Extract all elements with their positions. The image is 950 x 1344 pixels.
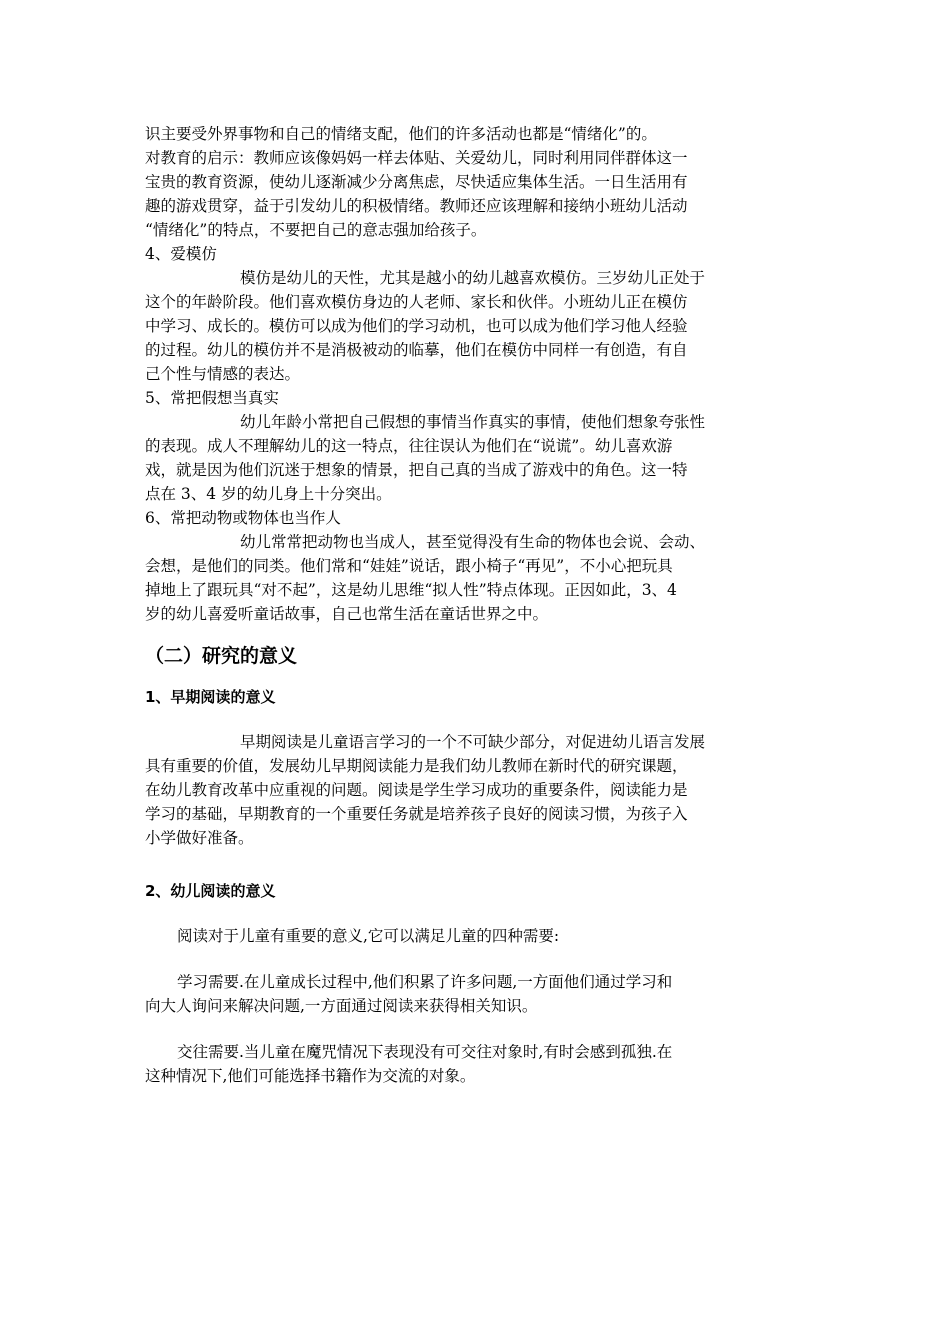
section-heading: 5、常把假想当真实 <box>145 389 279 407</box>
section-imagination <box>145 386 810 506</box>
text-line: 幼儿年龄小常把自己假想的事情当作真实的事情，使他们想象夸张性 <box>240 413 706 431</box>
part-heading: （二）研究的意义 <box>145 645 298 667</box>
section-animism <box>145 506 810 626</box>
social-need-paragraph <box>145 1040 810 1088</box>
text-line: 向大人询问来解决问题,一方面通过阅读来获得相关知识。 <box>145 997 538 1015</box>
early-reading-paragraph <box>145 730 810 850</box>
subsection-heading: 2、幼儿阅读的意义 <box>145 882 276 900</box>
subsection-heading: 1、早期阅读的意义 <box>145 688 276 706</box>
text-line: 在幼儿教育改革中应重视的问题。阅读是学生学习成功的重要条件，阅读能力是 <box>145 781 688 799</box>
text-line: 模仿是幼儿的天性，尤其是越小的幼儿越喜欢模仿。三岁幼儿正处于 <box>240 269 706 287</box>
intro-paragraph <box>145 122 810 242</box>
text-line: 的过程。幼儿的模仿并不是消极被动的临摹，他们在模仿中同样一有创造，有自 <box>145 341 688 359</box>
section-heading: 4、爱模仿 <box>145 245 217 263</box>
text-line: 趣的游戏贯穿，益于引发幼儿的积极情绪。教师还应该理解和接纳小班幼儿活动 <box>145 197 688 215</box>
text-line: 戏，就是因为他们沉迷于想象的情景，把自己真的当成了游戏中的角色。这一特 <box>145 461 688 479</box>
text-line: 具有重要的价值，发展幼儿早期阅读能力是我们幼儿教师在新时代的研究课题， <box>145 757 688 775</box>
text-line: 学习的基础，早期教育的一个重要任务就是培养孩子良好的阅读习惯，为孩子入 <box>145 805 688 823</box>
text-line: 阅读对于儿童有重要的意义,它可以满足儿童的四种需要: <box>177 927 560 945</box>
text-line: 对教育的启示：教师应该像妈妈一样去体贴、关爱幼儿，同时利用同伴群体这一 <box>145 149 688 167</box>
text-line: 这种情况下,他们可能选择书籍作为交流的对象。 <box>145 1067 476 1085</box>
text-line: 早期阅读是儿童语言学习的一个不可缺少部分，对促进幼儿语言发展 <box>240 733 706 751</box>
text-line: 己个性与情感的表达。 <box>145 365 301 383</box>
text-line: 会想，是他们的同类。他们常和“娃娃”说话，跟小椅子“再见”，不小心把玩具 <box>145 557 673 575</box>
learning-need-paragraph <box>145 970 810 1018</box>
text-line: 交往需要.当儿童在魔咒情况下表现没有可交往对象时,有时会感到孤独.在 <box>177 1043 673 1061</box>
text-line: 中学习、成长的。模仿可以成为他们的学习动机，也可以成为他们学习他人经验 <box>145 317 688 335</box>
text-line: 学习需要.在儿童成长过程中,他们积累了许多问题,一方面他们通过学习和 <box>177 973 673 991</box>
text-line: 幼儿常常把动物也当成人，甚至觉得没有生命的物体也会说、会动、 <box>240 533 706 551</box>
section-imitation <box>145 242 810 386</box>
text-line: 点在 3、4 岁的幼儿身上十分突出。 <box>145 485 392 503</box>
text-line: 宝贵的教育资源，使幼儿逐渐减少分离焦虑，尽快适应集体生活。一日生活用有 <box>145 173 688 191</box>
text-line: 这个的年龄阶段。他们喜欢模仿身边的人老师、家长和伙伴。小班幼儿正在模仿 <box>145 293 688 311</box>
section-heading: 6、常把动物或物体也当作人 <box>145 509 341 527</box>
text-line: “情绪化”的特点，不要把自己的意志强加给孩子。 <box>145 221 487 239</box>
document-page <box>145 122 810 1088</box>
text-line: 小学做好准备。 <box>145 829 254 847</box>
text-line: 的表现。成人不理解幼儿的这一特点，往往误认为他们在“说谎”。幼儿喜欢游 <box>145 437 673 455</box>
text-line: 掉地上了跟玩具“对不起”，这是幼儿思维“拟人性”特点体现。正因如此，3、4 <box>145 581 677 599</box>
text-line: 岁的幼儿喜爱听童话故事，自己也常生活在童话世界之中。 <box>145 605 549 623</box>
text-line: 识主要受外界事物和自己的情绪支配，他们的许多活动也都是“情绪化”的。 <box>145 125 657 143</box>
